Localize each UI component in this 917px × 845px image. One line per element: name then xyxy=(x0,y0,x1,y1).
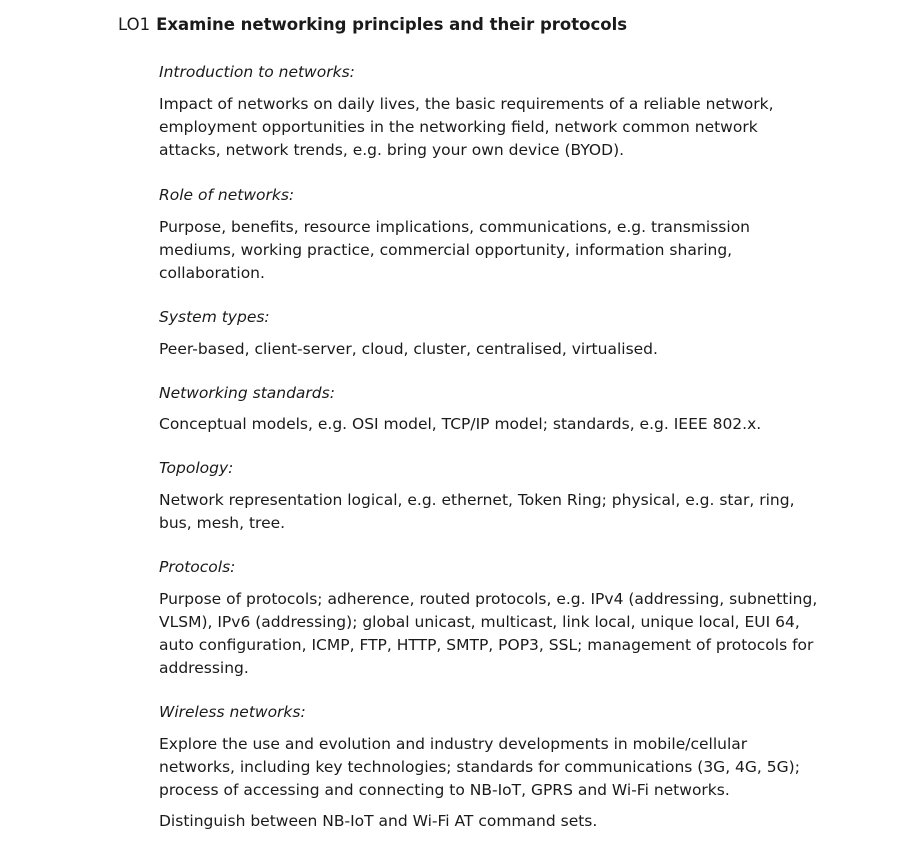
section-heading-introduction: Introduction to networks: xyxy=(159,63,355,81)
section-body-introduction: Impact of networks on daily lives, the basic requirements of a reliable network, employment opportunities in the networking field, network common network attacks, network trends, e.g. bring your own device (BYOD). xyxy=(159,95,774,159)
section-body-role: Purpose, benefits, resource implications, communications, e.g. transmission mediums, working practice, commercial opportunity, information sharing, collaboration. xyxy=(159,218,750,282)
section-body-topology: Network representation logical, e.g. ethernet, Token Ring; physical, e.g. star, ring, bus, mesh, tree. xyxy=(159,491,795,532)
section-heading-protocols: Protocols: xyxy=(159,558,236,576)
section-body-system-types: Peer-based, client-server, cloud, cluster, centralised, virtualised. xyxy=(159,340,658,358)
learning-outcome-heading xyxy=(118,13,627,37)
section-body-protocols: Purpose of protocols; adherence, routed protocols, e.g. IPv4 (addressing, subnetting, VLSM), IPv6 (addressing); global unicast, multicast, link local, unique local, EUI 64, auto configuration, ICMP, FTP, HTTP, SMTP, POP3, SSL; management of protocols for addressing. xyxy=(159,590,818,677)
learning-outcome-code: LO1 xyxy=(118,15,151,34)
section-extra-wireless-networks: Distinguish between NB-IoT and Wi-Fi AT command sets. xyxy=(159,812,598,830)
section-heading-topology: Topology: xyxy=(159,459,234,477)
section-heading-role: Role of networks: xyxy=(159,186,295,204)
section-heading-system-types: System types: xyxy=(159,308,270,326)
section-heading-wireless-networks: Wireless networks: xyxy=(159,703,306,721)
section-body-networking-standards: Conceptual models, e.g. OSI model, TCP/IP model; standards, e.g. IEEE 802.x. xyxy=(159,415,762,433)
section-body-wireless-networks: Explore the use and evolution and industry developments in mobile/cellular networks, including key technologies; standards for communications (3G, 4G, 5G); process of accessing and connecting to NB-IoT, GPRS and Wi-Fi networks. xyxy=(159,735,800,799)
learning-outcome-title: Examine networking principles and their protocols xyxy=(156,15,628,34)
section-heading-networking-standards: Networking standards: xyxy=(159,384,335,402)
